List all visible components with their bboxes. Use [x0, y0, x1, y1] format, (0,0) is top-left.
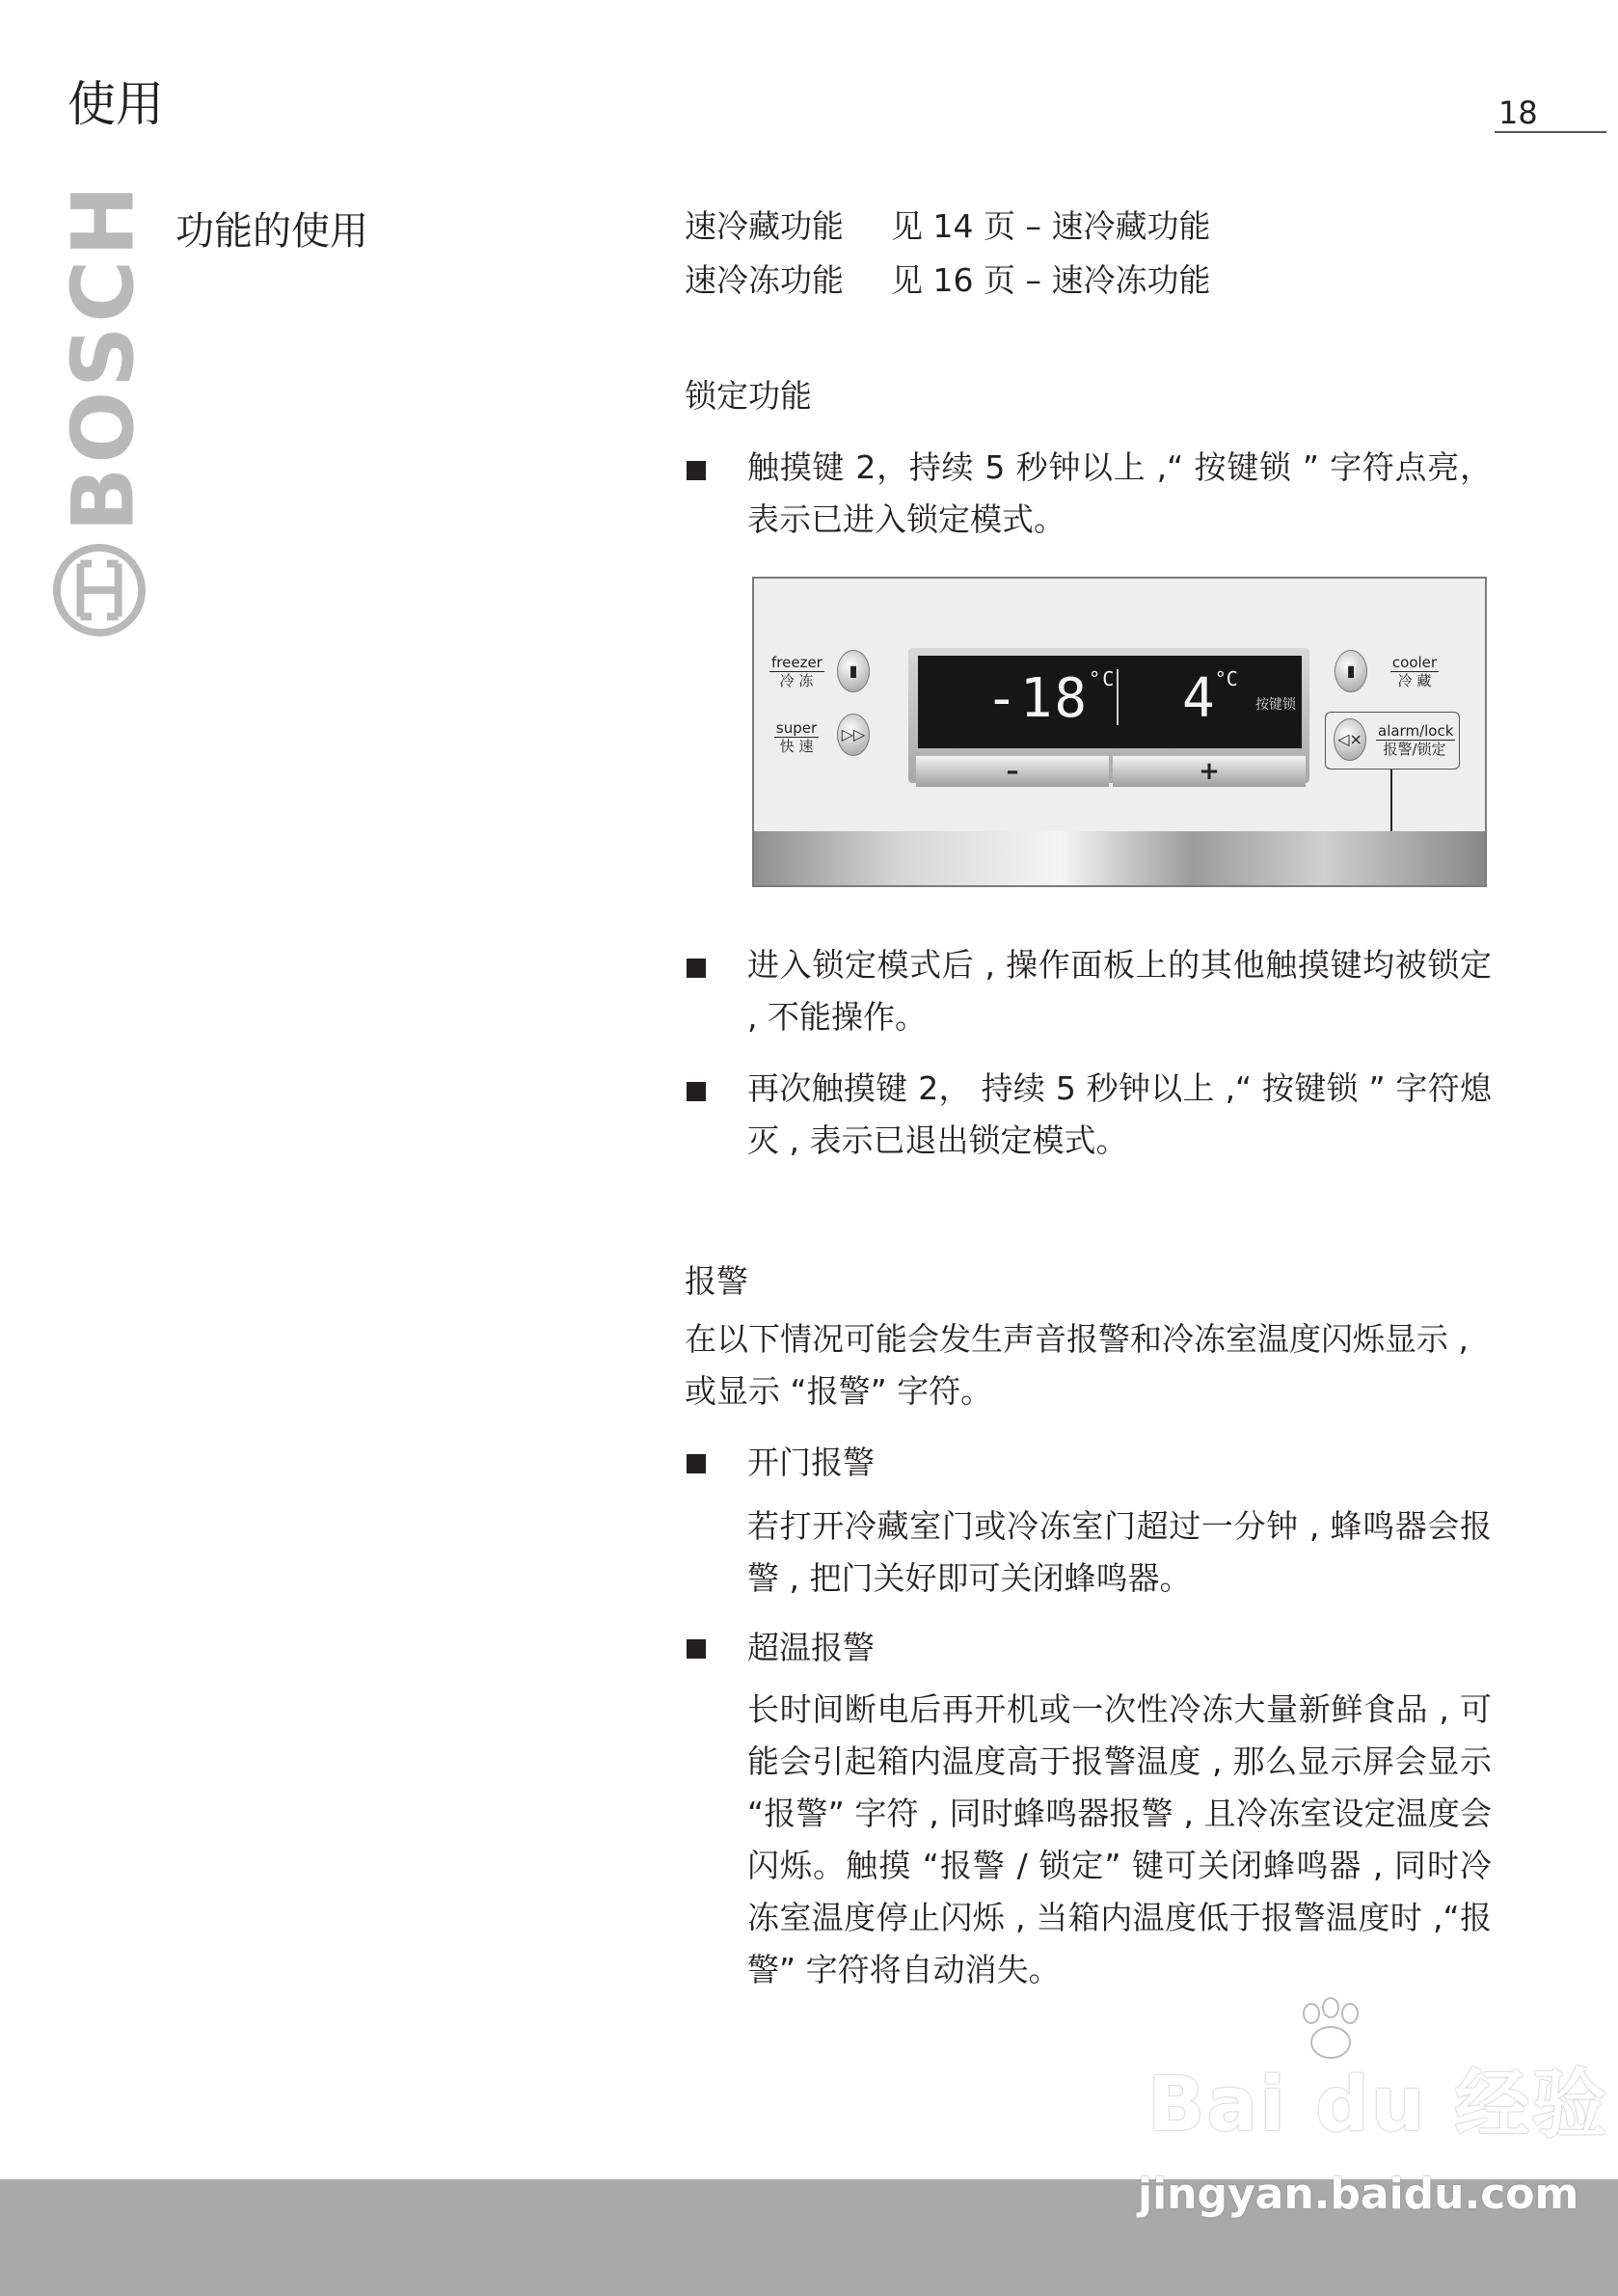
cooler-temp-unit: °C [1214, 667, 1238, 690]
bosch-wordmark-text: BOSCH [53, 181, 153, 532]
bullet-marker [687, 1639, 706, 1659]
reference-name: 速冷藏功能 [685, 207, 844, 245]
freezer-label-cn: 冷 冻 [779, 672, 814, 689]
alarm-item-body: 若打开冷藏室门或冷冻室门超过一分钟 , 蜂鸣器会报警 , 把门关好即可关闭蜂鸣器。 [747, 1507, 1492, 1597]
page-number-rule [1495, 131, 1606, 133]
temperature-display [918, 656, 1302, 748]
cooler-label-cn: 冷 藏 [1397, 672, 1432, 689]
reference-text: 见 14 页 – [891, 207, 1052, 245]
alarm-item-body: 长时间断电后再开机或一次性冷冻大量新鲜食品 , 可能会引起箱内温度高于报警温度 , 那么显示屏会显示 “报警” 字符 , 同时蜂鸣器报警 , 且冷冻室设定温度会闪烁。触摸 “报警 / 锁定” 键可关闭蜂鸣器 , 同时冷冻室温度停止闪烁 , 当箱内温度低于报警温度时 ,“报警” 字符将自动消失。 [747, 1690, 1492, 1988]
freezer-button[interactable]: ▮ [837, 650, 870, 692]
freezer-key-label [769, 654, 823, 689]
reference-name: 速冷冻功能 [685, 261, 844, 299]
page-number: 18 [1498, 95, 1538, 131]
super-label-cn: 快 速 [779, 738, 814, 755]
baidu-watermark: Bai du 经验 [1147, 2062, 1609, 2148]
lock-bullet-1: 触摸键 2，持续 5 秒钟以上 ,“ 按键锁 ” 字符点亮，表示已进入锁定模式。 [747, 448, 1492, 538]
freezer-temp-value: -18 [985, 667, 1090, 730]
reference-row [685, 201, 1210, 253]
cooler-button[interactable]: ▮ [1335, 650, 1367, 692]
bullet-marker [687, 1082, 706, 1101]
bullet-marker [687, 1454, 706, 1473]
alarm-intro: 在以下情况可能会发生声音报警和冷冻室温度闪烁显示 , 或显示 “报警” 字符。 [685, 1320, 1469, 1410]
lock-bullet-2: 进入锁定模式后 , 操作面板上的其他触摸键均被锁定 , 不能操作。 [747, 946, 1492, 1036]
alarm-key-label [1376, 722, 1453, 758]
minus-button[interactable]: – [916, 756, 1109, 787]
super-key-label [769, 719, 823, 755]
key-lock-indicator: 按键锁 [1255, 697, 1296, 713]
cooler-key-label [1383, 654, 1446, 689]
alarm-item-title: 超温报警 [747, 1629, 875, 1666]
super-button[interactable]: ▷▷ [837, 714, 870, 756]
lock-bullet-3: 再次触摸键 2， 持续 5 秒钟以上 ,“ 按键锁 ” 字符熄灭 , 表示已退出锁定模式。 [747, 1069, 1492, 1159]
reference-target: 速冷冻功能 [1051, 261, 1211, 299]
callout-line [1390, 770, 1392, 833]
control-panel-figure [752, 577, 1487, 887]
alarm-label-cn: 报警/锁定 [1383, 741, 1446, 758]
cooler-label-en: cooler [1391, 654, 1438, 671]
super-label-en: super [775, 719, 818, 737]
lock-heading: 锁定功能 [685, 377, 812, 415]
cooler-temp-value: 4 [1182, 667, 1215, 730]
bullet-marker [687, 959, 706, 978]
alarm-speaker-icon: ◁× [1334, 718, 1366, 761]
panel-chrome-bar [754, 831, 1485, 885]
alarm-heading: 报警 [685, 1262, 748, 1300]
freezer-label-en: freezer [771, 654, 822, 671]
section-title: 功能的使用 [175, 209, 368, 254]
page-header-title: 使用 [67, 76, 164, 132]
freezer-temperature [985, 667, 1116, 730]
bullet-marker [687, 461, 706, 480]
bosch-logo-icon [52, 543, 147, 637]
display-divider [1117, 669, 1119, 725]
reference-target: 速冷藏功能 [1051, 207, 1211, 245]
baidu-watermark-url: jingyan.baidu.com [1138, 2170, 1579, 2219]
bosch-wordmark [36, 181, 171, 532]
reference-text: 见 16 页 – [891, 261, 1052, 299]
alarm-lock-key[interactable] [1325, 712, 1460, 770]
reference-row [685, 255, 1210, 307]
alarm-item-title: 开门报警 [747, 1444, 875, 1481]
cooler-temperature [1182, 667, 1238, 730]
freezer-temp-unit: °C [1089, 667, 1117, 690]
plus-button[interactable]: + [1113, 756, 1306, 787]
alarm-label-en: alarm/lock [1378, 722, 1454, 740]
